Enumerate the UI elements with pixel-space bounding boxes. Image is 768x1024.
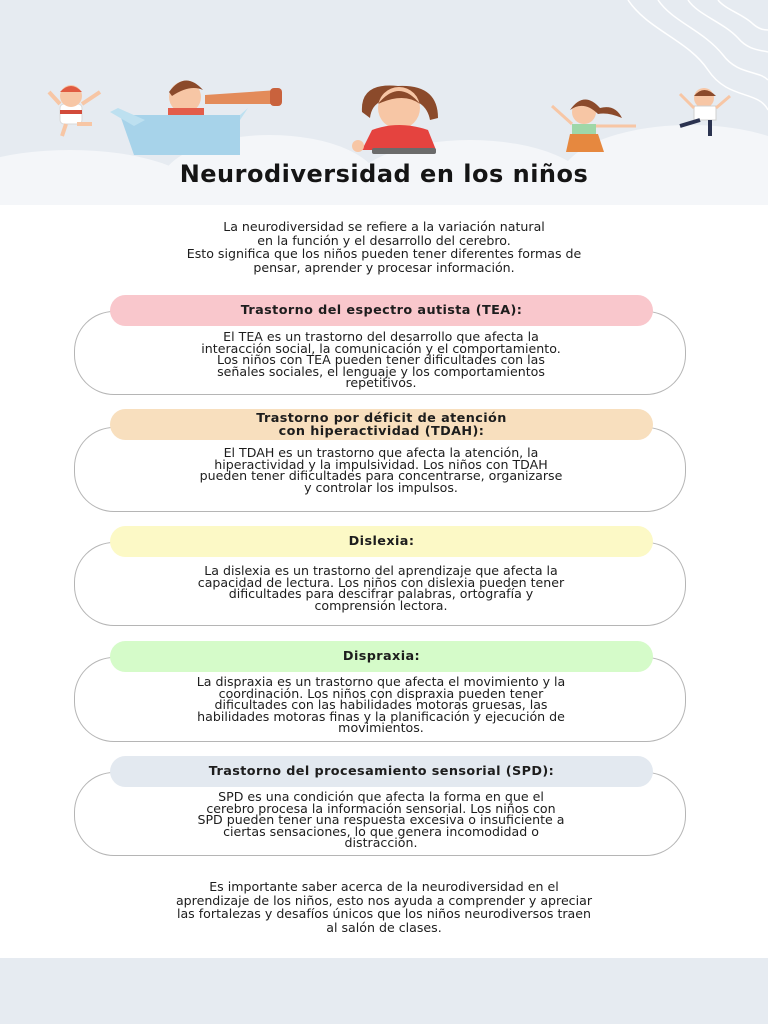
child-telescope-figure [110,80,282,155]
body-line: La dislexia es un trastorno del aprendizaje que afecta la [204,563,558,578]
footer-band [0,958,768,1024]
section-heading-dislexia: Dislexia: [110,526,653,557]
body-line: capacidad de lectura. Los niños con dislexia pueden tener [197,574,565,590]
section-body-dislexia [100,565,662,611]
section-body-dispraxia [100,676,662,734]
body-line: comprensión lectora. [314,597,448,613]
closing-line: las fortalezas y desafíos únicos que los niños neurodiversos traen [176,906,592,921]
body-line: coordinación. Los niños con dispraxia pueden tener [218,685,544,701]
section-heading-tdah [110,409,653,440]
header-banner [0,0,768,205]
section-body-tea [100,331,662,389]
body-line: dificultades con las habilidades motoras gruesas, las [214,697,548,713]
body-line: Los niños con TEA pueden tener dificultades con las [217,352,545,368]
heading-line: Trastorno por déficit de atención [256,410,507,426]
body-line: y controlar los impulsos. [304,479,458,495]
body-line: interacción social, la comunicación y el comportamiento. [201,340,561,356]
child-pirate-figure [49,85,100,136]
closing-line: Es importante saber acerca de la neurodiversidad en el [209,879,559,894]
intro-line: pensar, aprender y procesar información. [253,259,515,275]
section-heading-tea: Trastorno del espectro autista (TEA): [110,295,653,326]
section-body-tdah [100,447,662,493]
body-line: La dispraxia es un trastorno que afecta el movimiento y la [196,674,566,689]
body-line: movimientos. [338,720,424,736]
body-line: hiperactividad y la impulsividad. Los niños con TDAH [214,456,548,472]
intro-line: en la función y el desarrollo del cerebro. [257,232,511,248]
body-line: pueden tener dificultades para concentrarse, organizarse [199,468,563,484]
body-line: El TDAH es un trastorno que afecta la atención, la [223,445,539,460]
body-line: habilidades motoras finas y la planificación y ejecución de [197,708,565,724]
heading-line: con hiperactividad (TDAH): [278,423,485,439]
body-line: SPD pueden tener una respuesta excesiva o insuficiente a [197,812,565,828]
closing-line: aprendizaje de los niños, esto nos ayuda a comprender y apreciar [175,892,593,908]
closing-line: al salón de clases. [326,919,442,935]
page-title: Neurodiversidad en los niños [179,160,589,188]
body-line: repetitivos. [345,375,417,391]
section-body-spd [100,791,662,849]
section-heading-dispraxia: Dispraxia: [110,641,653,672]
children-illustration [0,0,768,160]
body-line: El TEA es un trastorno del desarrollo que afecta la [223,329,539,344]
body-line: ciertas sensaciones, lo que genera incomodidad o [223,823,539,839]
intro-paragraph [84,220,684,274]
child-jumping-figure [680,88,730,136]
body-line: dificultades para descifrar palabras, ortografía y [228,586,534,602]
body-line: señales sociales, el lenguaje y los comportamientos [217,363,545,379]
child-dancing-figure [552,99,636,152]
child-tablet-figure [352,86,438,154]
section-heading-spd: Trastorno del procesamiento sensorial (SPD): [110,756,653,787]
body-line: cerebro procesa la información sensorial. Los niños con [206,800,556,816]
intro-line: Esto significa que los niños pueden tener diferentes formas de [186,246,582,261]
body-line: distracción. [344,835,418,851]
closing-paragraph [74,880,694,934]
intro-line: La neurodiversidad se refiere a la variación natural [223,219,545,234]
body-line: SPD es una condición que afecta la forma en que el [218,789,544,804]
